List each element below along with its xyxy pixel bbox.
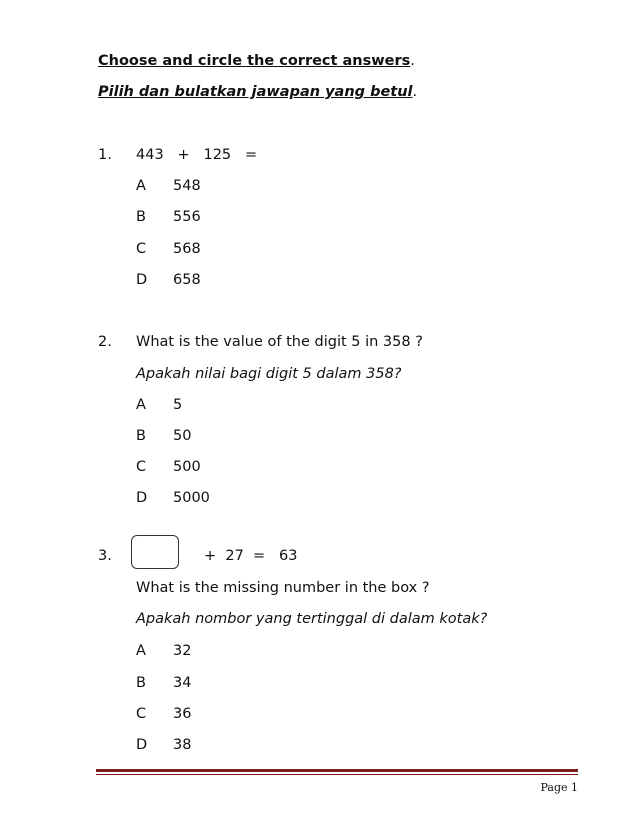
question-3-text-english: What is the missing number in the box ? xyxy=(136,580,430,596)
question-3-expression: + 27 = 63 xyxy=(204,548,298,564)
instruction-malay-text: Pilih dan bulatkan jawapan yang betul xyxy=(98,84,413,100)
question-3-option-letter: A xyxy=(136,643,146,659)
question-1-option-letter: B xyxy=(136,209,146,225)
question-1-option-value[interactable]: 658 xyxy=(173,272,201,288)
instruction-english-period: . xyxy=(410,53,415,69)
question-2-option-value[interactable]: 5 xyxy=(173,397,183,413)
question-1-option-letter: A xyxy=(136,178,146,194)
question-2-text-malay: Apakah nilai bagi digit 5 dalam 358? xyxy=(136,366,402,382)
page-number: Page 1 xyxy=(540,781,578,794)
footer-rule-thin xyxy=(96,774,578,775)
question-2-text-english: What is the value of the digit 5 in 358 ? xyxy=(136,334,423,350)
question-3-option-value[interactable]: 36 xyxy=(173,706,192,722)
question-3-option-value[interactable]: 38 xyxy=(173,737,192,753)
question-3-option-letter: C xyxy=(136,706,147,722)
question-2-option-value[interactable]: 500 xyxy=(173,459,201,475)
missing-number-box xyxy=(131,535,179,569)
question-3-option-letter: D xyxy=(136,737,148,753)
instruction-malay xyxy=(98,83,417,101)
question-3-option-value[interactable]: 34 xyxy=(173,675,192,691)
question-2-option-letter: A xyxy=(136,397,146,413)
question-2-number: 2. xyxy=(98,334,112,350)
question-3-number: 3. xyxy=(98,548,112,564)
question-3-option-letter: B xyxy=(136,675,146,691)
instruction-english xyxy=(98,52,415,70)
instruction-malay-period: . xyxy=(412,84,418,100)
question-1-option-value[interactable]: 556 xyxy=(173,209,201,225)
question-2-option-letter: C xyxy=(136,459,147,475)
question-2-option-letter: D xyxy=(136,490,148,506)
question-1-option-letter: C xyxy=(136,241,147,257)
question-1-expression: 443 + 125 = xyxy=(136,147,258,163)
question-3-text-malay: Apakah nombor yang tertinggal di dalam kotak? xyxy=(136,611,488,627)
question-3-option-value[interactable]: 32 xyxy=(173,643,192,659)
question-1-option-value[interactable]: 548 xyxy=(173,178,201,194)
question-2-option-letter: B xyxy=(136,428,146,444)
instruction-english-text: Choose and circle the correct answers xyxy=(98,53,411,69)
question-2-option-value[interactable]: 50 xyxy=(173,428,192,444)
question-1-option-value[interactable]: 568 xyxy=(173,241,201,257)
footer-rule-thick xyxy=(96,769,578,772)
question-1-option-letter: D xyxy=(136,272,148,288)
question-2-option-value[interactable]: 5000 xyxy=(173,490,210,506)
question-1-number: 1. xyxy=(98,147,112,163)
